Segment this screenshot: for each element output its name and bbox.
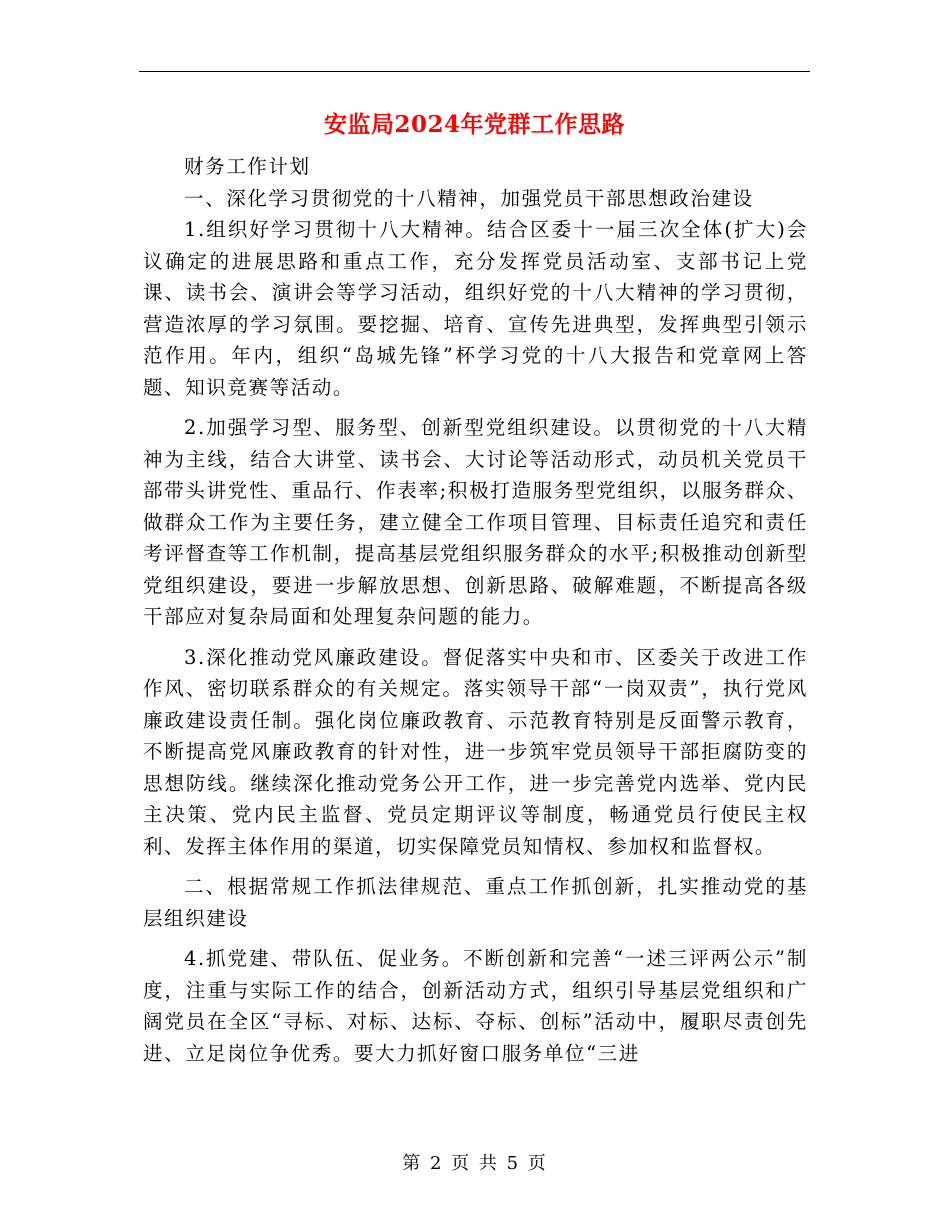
section-heading-1: 一、深化学习贯彻党的十八精神，加强党员干部思想政治建设 (184, 186, 754, 210)
body-paragraph-2: 2.加强学习型、服务型、创新型党组织建设。以贯彻党的十八大精神为主线，结合大讲堂、读书会、大讨论等活动形式，动员机关党员干部带头讲党性、重品行、作表率;积极打造服务型党组织，以服务群众、做群众工作为主要任务，建立健全工作项目管理、目标责任追究和责任考评督查等工作机制，提高基层党组织服务群众的水平;积极推动创新型党组织建设，要进一步解放思想、创新思路、破解难题，不断提高各级干部应对复杂局面和处理复杂问题的能力。 (143, 416, 808, 628)
document-body (143, 151, 808, 1069)
body-paragraph-3: 3.深化推动党风廉政建设。督促落实中央和市、区委关于改进工作作风、密切联系群众的有关规定。落实领导干部“一岗双责”，执行党风廉政建设责任制。强化岗位廉政教育、示范教育特别是反面警示教育，不断提高党风廉政教育的针对性，进一步筑牢党员领导干部拒腐防变的思想防线。继续深化推动党务公开工作，进一步完善党内选举、党内民主决策、党内民主监督、党员定期评议等制度，畅通党员行使民主权利、发挥主体作用的渠道，切实保障党员知情权、参加权和监督权。 (143, 645, 808, 858)
body-paragraph-4: 4.抓党建、带队伍、促业务。不断创新和完善“一述三评两公示”制度，注重与实际工作的结合，创新活动方式，组织引导基层党组织和广阔党员在全区“寻标、对标、达标、夺标、创标”活动中，履职尽责创先进、立足岗位争优秀。要大力抓好窗口服务单位“三进 (143, 947, 808, 1065)
body-paragraph-subtitle: 财务工作计划 (184, 155, 311, 178)
body-paragraph-1: 1.组织好学习贯彻十八大精神。结合区委十一届三次全体(扩大)会议确定的进展思路和重点工作，充分发挥党员活动室、支部书记上党课、读书会、演讲会等学习活动，组织好党的十八大精神的学习贯彻，营造浓厚的学习氛围。要挖掘、培育、宣传先进典型，发挥典型引领示范作用。年内，组织“岛城先锋”杯学习党的十八大报告和党章网上答题、知识竞赛等活动。 (143, 218, 808, 399)
page-number-footer: 第 2 页 共 5 页 (402, 1153, 548, 1174)
section-heading-2: 二、根据常规工作抓法律规范、重点工作抓创新，扎实推动党的基层组织建设 (143, 875, 808, 930)
document-title: 安监局2024年党群工作思路 (323, 111, 625, 138)
header-rule (139, 71, 810, 72)
